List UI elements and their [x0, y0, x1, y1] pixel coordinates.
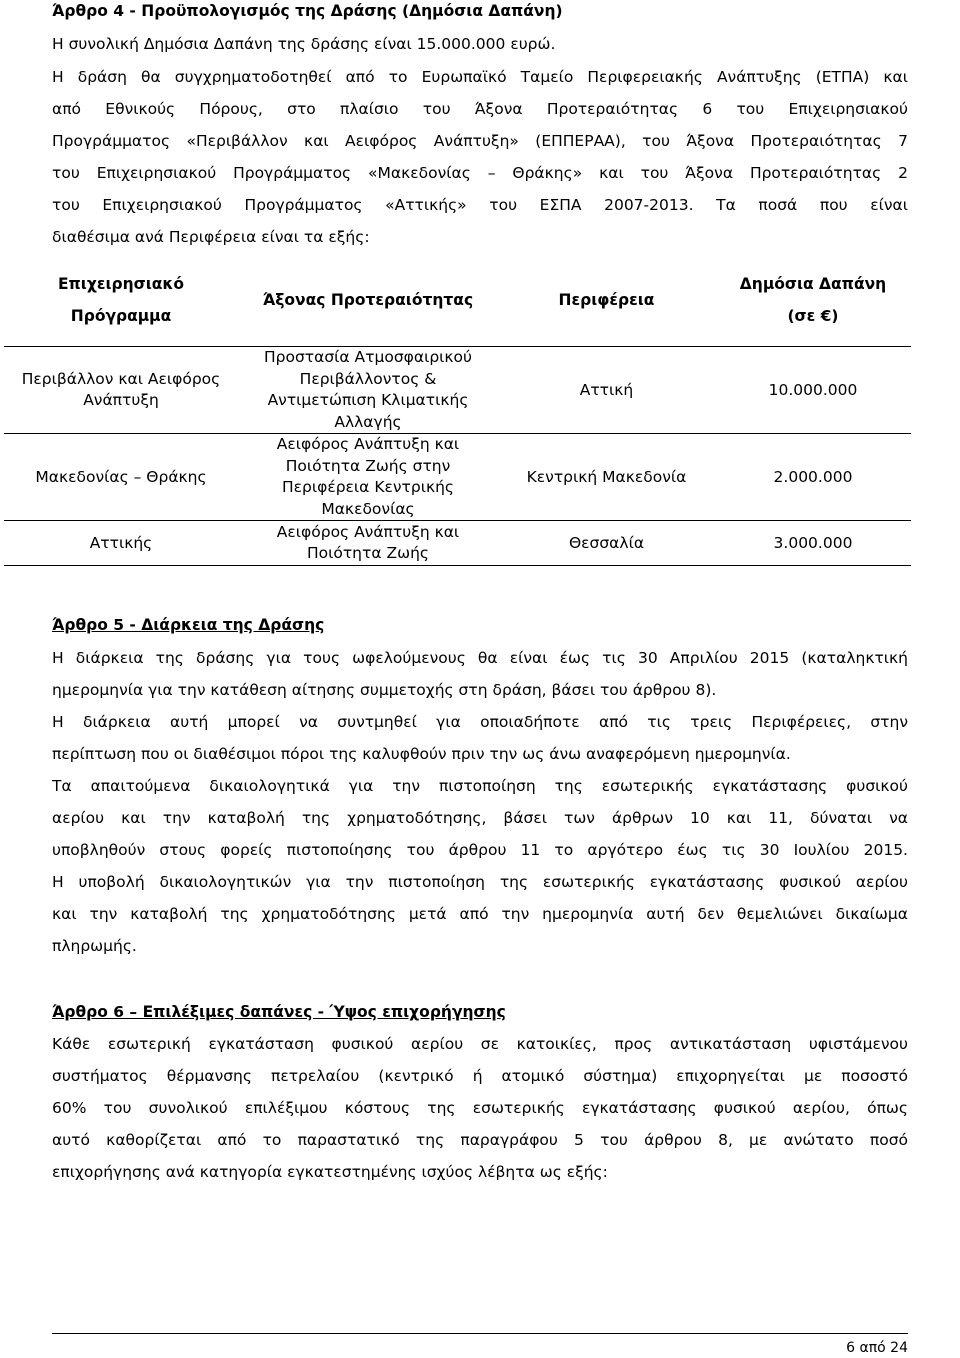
- article5-line: Η υποβολή δικαιολογητικών για την πιστοποίηση της εσωτερικής εγκατάστασης φυσικού αερίου: [52, 873, 908, 891]
- article4-line: του Επιχειρησιακού Προγράμματος «Μακεδονίας – Θράκης» και του Άξονα Προτεραιότητας 2: [52, 164, 908, 182]
- header-spending-line1: Δημόσια Δαπάνη: [739, 275, 887, 293]
- article5-line: Η διάρκεια αυτή μπορεί να συντμηθεί για οποιαδήποτε από τις τρεις Περιφέρειες, στην: [52, 713, 908, 731]
- article5-line: ημερομηνία για την κατάθεση αίτησης συμμετοχής στη δράση, βάσει του άρθρου 8).: [52, 681, 717, 699]
- article5-heading: Άρθρο 5 - Διάρκεια της Δράσης: [52, 616, 325, 634]
- table-row: [4, 347, 911, 434]
- article4-line: Προγράμματος «Περιβάλλον και Αειφόρος Ανάπτυξη» (ΕΠΠΕΡΑΑ), του Άξονα Προτεραιότητας 7: [52, 132, 908, 150]
- article4-line: διαθέσιμα ανά Περιφέρεια είναι τα εξής:: [52, 228, 370, 246]
- article4-line: του Επιχειρησιακού Προγράμματος «Αττικής» του ΕΣΠΑ 2007-2013. Τα ποσά που είναι: [52, 196, 908, 214]
- footer-divider: [52, 1333, 908, 1334]
- cell-amount: 10.000.000: [715, 347, 911, 434]
- cell-program: Μακεδονίας – Θράκης: [4, 434, 238, 521]
- table-row: [4, 434, 911, 521]
- header-axis: Άξονας Προτεραιότητας: [238, 254, 498, 347]
- article5-line: και την καταβολή της χρηματοδότησης μετά από την ημερομηνία αυτή δεν θεμελιώνει δικαίωμα: [52, 905, 908, 923]
- header-program: [4, 254, 238, 347]
- cell-region: Κεντρική Μακεδονία: [498, 434, 715, 521]
- header-program-line2: Πρόγραμμα: [70, 307, 172, 325]
- cell-amount: 3.000.000: [715, 521, 911, 566]
- article5-line: πληρωμής.: [52, 937, 137, 955]
- header-spending-line2: (σε €): [787, 307, 839, 325]
- header-region: Περιφέρεια: [498, 254, 715, 347]
- article6-line: Κάθε εσωτερική εγκατάσταση φυσικού αερίου σε κατοικίες, προς αντικατάσταση υφιστάμενου: [52, 1035, 908, 1053]
- page-number: 6 από 24: [846, 1340, 908, 1356]
- article6-line: αυτό καθορίζεται από το παραστατικό της παραγράφου 5 του άρθρου 8, με ανώτατο ποσό: [52, 1131, 908, 1149]
- table-row: [4, 521, 911, 566]
- article5-line: αερίου και την καταβολή της χρηματοδότησης, βάσει των άρθρων 10 και 11, δύναται να: [52, 809, 908, 827]
- article6-line: επιχορήγησης ανά κατηγορία εγκατεστημένης ισχύος λέβητα ως εξής:: [52, 1163, 608, 1181]
- header-program-line1: Επιχειρησιακό: [57, 275, 185, 293]
- article4-line: Η συνολική Δημόσια Δαπάνη της δράσης είναι 15.000.000 ευρώ.: [52, 35, 556, 53]
- cell-program: Αττικής: [4, 521, 238, 566]
- cell-axis: Αειφόρος Ανάπτυξη και Ποιότητα Ζωής: [238, 521, 498, 566]
- article4-line: Η δράση θα συγχρηματοδοτηθεί από το Ευρωπαϊκό Ταμείο Περιφερειακής Ανάπτυξης (ΕΤΠΑ) και: [52, 68, 908, 86]
- cell-region: Αττική: [498, 347, 715, 434]
- article6-line: συστήματος θέρμανσης πετρελαίου (κεντρικό ή ατομικό σύστημα) επιχορηγείται με ποσοστό: [52, 1067, 908, 1085]
- table-header-row: [4, 254, 911, 347]
- article5-line: περίπτωση που οι διαθέσιμοι πόροι της καλυφθούν πριν την ως άνω αναφερόμενη ημερομηνία.: [52, 745, 791, 763]
- article5-line: Τα απαιτούμενα δικαιολογητικά για την πιστοποίηση της εσωτερικής εγκατάστασης φυσικού: [52, 777, 908, 795]
- article6-line: 60% του συνολικού επιλέξιμου κόστους της εσωτερικής εγκατάστασης φυσικού αερίου, όπως: [52, 1099, 908, 1117]
- cell-axis: Αειφόρος Ανάπτυξη και Ποιότητα Ζωής στην Περιφέρεια Κεντρικής Μακεδονίας: [238, 434, 498, 521]
- cell-region: Θεσσαλία: [498, 521, 715, 566]
- article5-line: Η διάρκεια της δράσης για τους ωφελούμενους θα είναι έως τις 30 Απριλίου 2015 (καταληκτική: [52, 649, 908, 667]
- header-spending: [715, 254, 911, 347]
- article4-heading: Άρθρο 4 - Προϋπολογισμός της Δράσης (Δημόσια Δαπάνη): [52, 2, 563, 20]
- cell-amount: 2.000.000: [715, 434, 911, 521]
- cell-program: Περιβάλλον και Αειφόρος Ανάπτυξη: [4, 347, 238, 434]
- budget-table: [4, 254, 911, 566]
- cell-axis: Προστασία Ατμοσφαιρικού Περιβάλλοντος & Αντιμετώπιση Κλιματικής Αλλαγής: [238, 347, 498, 434]
- article5-line: υποβληθούν στους φορείς πιστοποίησης του άρθρου 11 το αργότερο έως τις 30 Ιουλίου 2015.: [52, 841, 908, 859]
- article6-heading: Άρθρο 6 – Επιλέξιμες δαπάνες - Ύψος επιχορήγησης: [52, 1003, 506, 1021]
- article4-line: από Εθνικούς Πόρους, στο πλαίσιο του Άξονα Προτεραιότητας 6 του Επιχειρησιακού: [52, 100, 908, 118]
